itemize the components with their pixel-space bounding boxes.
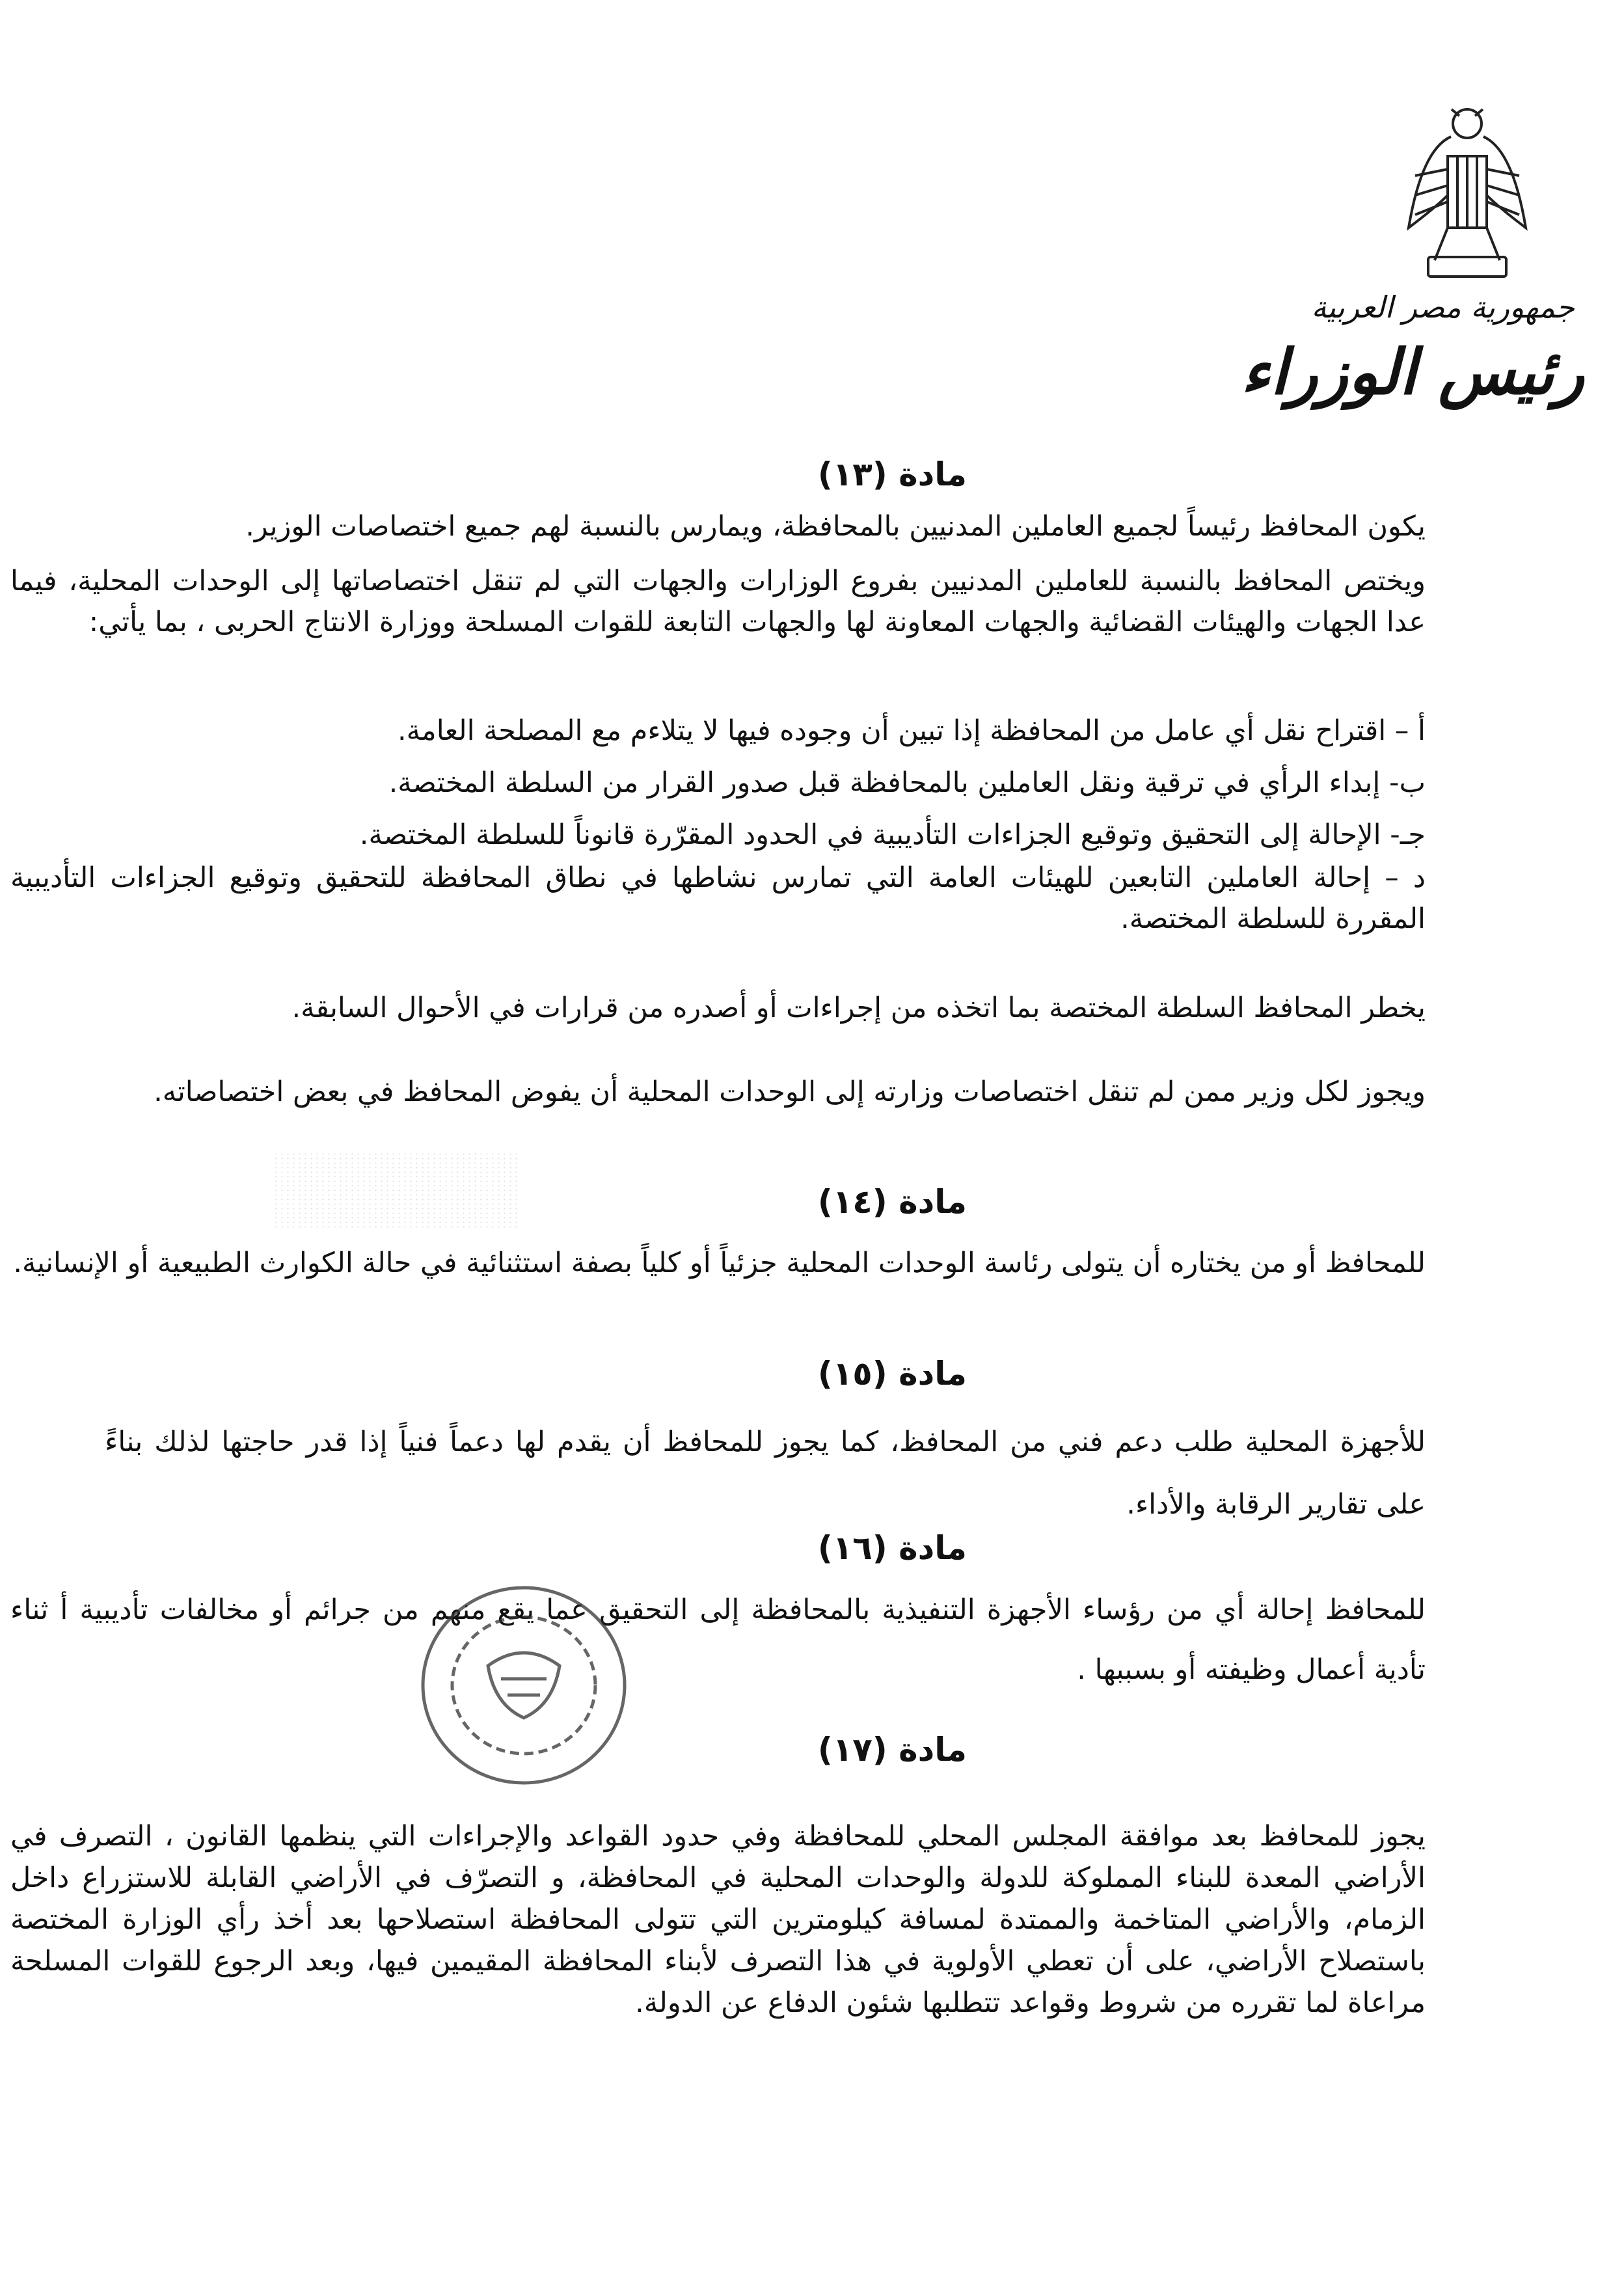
article-14-paragraph: للمحافظ أو من يختاره أن يتولى رئاسة الوحدات المحلية جزئياً أو كلياً بصفة استثنائية في حالة الكوارث الطبيعية أو الإنسانية. bbox=[13, 1247, 1426, 1279]
article-13-item-d: د – إحالة العاملين التابعين للهيئات العامة التي تمارس نشاطها في نطاق المحافظة للتحقيق وتوقيع الجزاءات التأديبية المقررة للسلطة المختصة. bbox=[10, 862, 1426, 935]
scan-speckle bbox=[273, 1152, 521, 1230]
eagle-emblem-icon bbox=[1396, 98, 1539, 293]
article-14-title: مادة (١٤) bbox=[817, 1183, 967, 1221]
article-13-item-a: أ – اقتراح نقل أي عامل من المحافظة إذا تبين أن وجوده فيها لا يتلاءم مع المصلحة العامة. bbox=[397, 714, 1426, 747]
article-13-paragraph-2: ويختص المحافظ بالنسبة للعاملين المدنيين بفروع الوزارات والجهات التي لم تنقل اختصاصاتها إلى الوحدات المحلية، فيما عدا الجهات والهيئات القضائية والجهات المعاونة لها والجهات التابعة للقوات المسلحة ووزارة الانتاج الحربى ، بما يأتي: bbox=[10, 565, 1426, 638]
header-country: جمهورية مصر العربية bbox=[1311, 290, 1575, 325]
article-13-item-c: جـ- الإحالة إلى التحقيق وتوقيع الجزاءات التأديبية في الحدود المقرّرة قانوناً للسلطة المختصة. bbox=[359, 819, 1426, 851]
article-13-title: مادة (١٣) bbox=[817, 455, 967, 493]
article-17-title: مادة (١٧) bbox=[817, 1731, 967, 1769]
article-13-closing-2: ويجوز لكل وزير ممن لم تنقل اختصاصات وزارته إلى الوحدات المحلية أن يفوض المحافظ في بعض اختصاصاته. bbox=[154, 1076, 1426, 1108]
article-13-item-b: ب- إبداء الرأي في ترقية ونقل العاملين بالمحافظة قبل صدور القرار من السلطة المختصة. bbox=[388, 767, 1426, 799]
article-16-paragraph: للمحافظ إحالة أي من رؤساء الأجهزة التنفيذية بالمحافظة إلى التحقيق عما يقع منهم من جرائم أو مخالفات تأديبية أ ثناء تأدية أعمال وظيفته أو بسببها . bbox=[10, 1594, 1426, 1686]
article-15-paragraph: للأجهزة المحلية طلب دعم فني من المحافظ، كما يجوز للمحافظ أن يقدم لها دعماً فنياً إذا قدر حاجتها لذلك بناءً على تقارير الرقابة والأداء. bbox=[105, 1426, 1426, 1521]
official-seal-icon bbox=[416, 1581, 631, 1789]
article-13-closing-1: يخطر المحافظ السلطة المختصة بما اتخذه من إجراءات أو أصدره من قرارات في الأحوال السابقة. bbox=[291, 992, 1426, 1024]
article-16-title: مادة (١٦) bbox=[817, 1529, 967, 1567]
header-office: رئيس الوزراء bbox=[1241, 335, 1584, 409]
article-17-paragraph: يجوز للمحافظ بعد موافقة المجلس المحلي للمحافظة وفي حدود القواعد والإجراءات التي ينظمها القانون ، التصرف في الأراضي المعدة للبناء المملوكة للدولة والوحدات المحلية في المحافظة، و التصرّف في الأراضي القابلة للاستزراع داخل الزمام، والأراضي المتاخمة والممتدة لمسافة كيلومترين التي تتولى المحافظة استصلاحها بعد أخذ رأي الوزارة المختصة باستصلاح الأراضي، على أن تعطي الأولوية في هذا التصرف لأبناء المحافظة المقيمين فيها، وبعد الرجوع للقوات المسلحة مراعاة لما تقرره من شروط وقواعد تتطلبها شئون الدفاع عن الدولة. bbox=[10, 1820, 1426, 2019]
article-13-paragraph-1: يكون المحافظ رئيساً لجميع العاملين المدنيين بالمحافظة، ويمارس بالنسبة لهم جميع اختصاصات الوزير. bbox=[245, 510, 1426, 543]
article-15-title: مادة (١٥) bbox=[817, 1355, 967, 1392]
